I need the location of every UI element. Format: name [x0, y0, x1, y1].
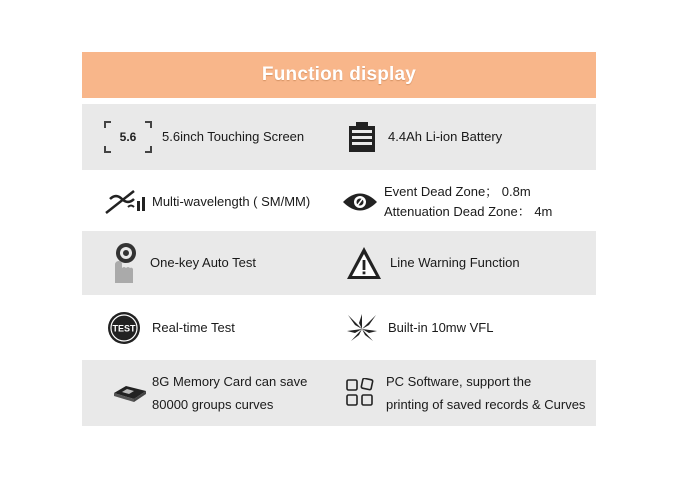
- svg-text:5.6: 5.6: [119, 130, 137, 144]
- feature-realtime: [82, 296, 337, 359]
- feature-row: [82, 360, 596, 426]
- feature-vfl: [340, 296, 596, 359]
- feature-label: [386, 370, 585, 416]
- feature-label: 4.4Ah Li-ion Battery: [388, 129, 503, 144]
- screen-size-icon: [100, 117, 156, 157]
- dead-zone-attenuation: Attenuation Dead Zone： 4m: [384, 204, 553, 219]
- pc-software-line-1: PC Software, support the: [386, 374, 532, 389]
- feature-screen: [82, 104, 337, 170]
- panel-header: [82, 52, 596, 98]
- panel-title: Function display: [261, 64, 417, 85]
- pc-software-line-2: printing of saved records & Curves: [386, 397, 586, 412]
- feature-wavelength: [82, 170, 337, 234]
- svg-text:TEST: TEST: [112, 323, 136, 333]
- feature-battery: [340, 104, 596, 170]
- feature-dead-zone: [340, 170, 596, 234]
- feature-label: Multi-wavelength ( SM/MM): [152, 194, 311, 209]
- feature-line-warning: [340, 231, 596, 295]
- feature-label: 5.6inch Touching Screen: [162, 129, 305, 144]
- feature-label: Built-in 10mw VFL: [388, 319, 494, 335]
- feature-row: [82, 104, 596, 170]
- feature-auto-test: [82, 231, 337, 295]
- function-display-panel: [82, 52, 596, 412]
- battery-icon: [344, 117, 380, 157]
- feature-row: [82, 170, 596, 234]
- fiber-wavelength-icon: [102, 182, 148, 222]
- feature-row: [82, 296, 596, 359]
- warning-triangle-icon: [344, 242, 384, 284]
- memory-line-2: 80000 groups curves: [152, 397, 274, 412]
- test-badge-icon: [104, 308, 144, 348]
- feature-memory: [82, 360, 337, 426]
- feature-label: One-key Auto Test: [150, 255, 256, 270]
- finger-press-icon: [104, 240, 144, 286]
- light-burst-icon: [342, 308, 382, 348]
- memory-card-icon: [108, 373, 152, 413]
- feature-label: Real-time Test: [152, 319, 235, 335]
- eye-icon: [340, 182, 380, 222]
- feature-label: [152, 370, 307, 416]
- feature-label: [384, 182, 552, 222]
- memory-line-1: 8G Memory Card can save: [152, 374, 308, 389]
- feature-pc-software: [340, 360, 596, 426]
- windows-grid-icon: [342, 373, 378, 413]
- feature-row: [82, 231, 596, 295]
- feature-label: Line Warning Function: [390, 255, 520, 270]
- dead-zone-event: Event Dead Zone； 0.8m: [384, 184, 531, 199]
